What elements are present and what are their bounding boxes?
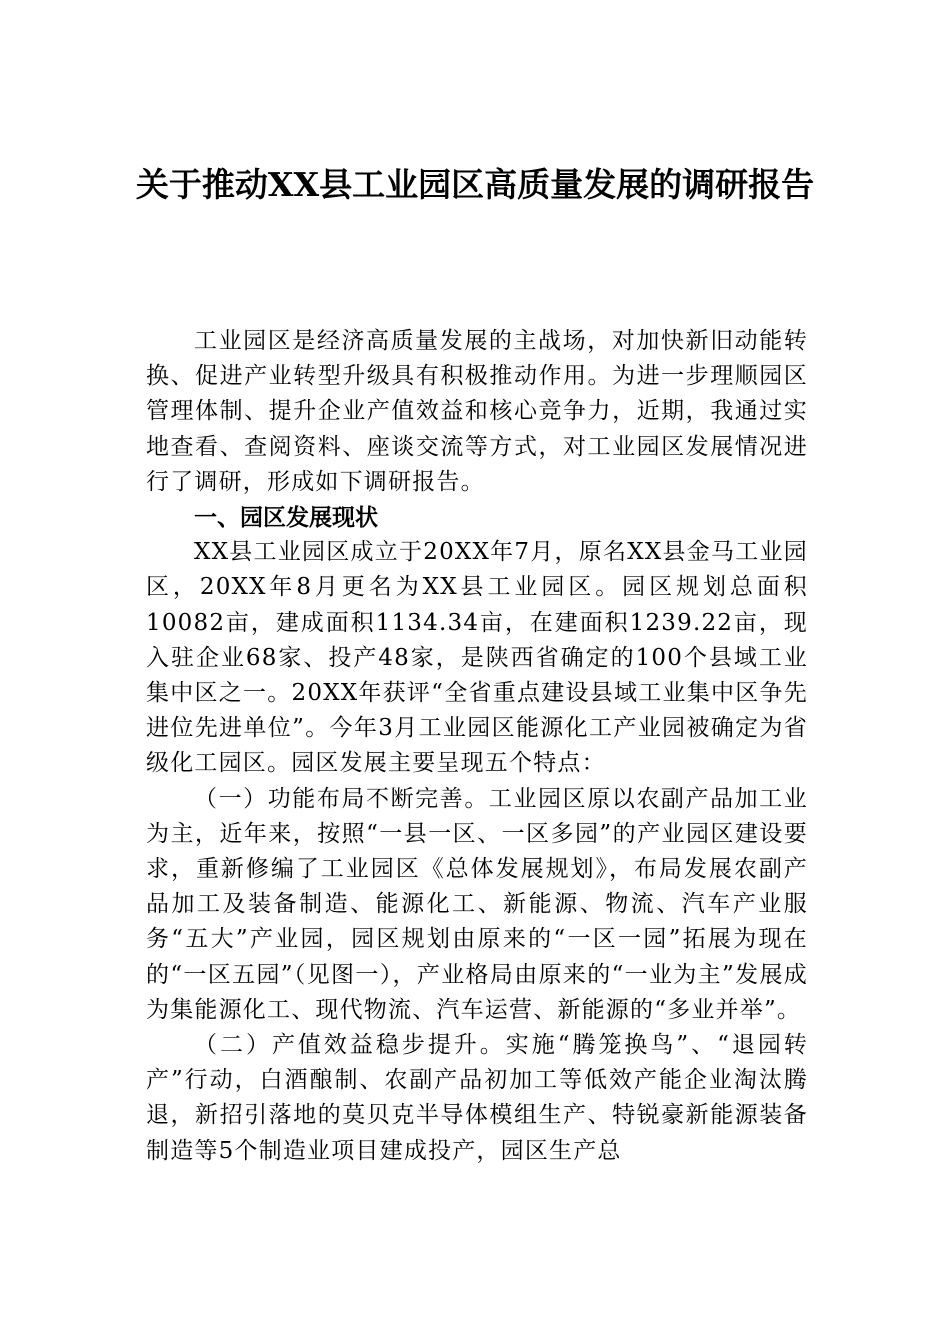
point-2-paragraph: [146, 1028, 808, 1169]
point-1-title: （一）功能布局不断完善。: [194, 785, 489, 812]
point-2-text: 实施“腾笼换鸟”、“退园转产”行动，白酒酿制、农副产品初加工等低效产能企业淘汰腾退，新招引落地的莫贝克半导体模组生产、特锐豪新能源装备制造等5个制造业项目建成投产，园区生产总: [146, 1032, 808, 1164]
document-body: [146, 324, 808, 1169]
point-2-title: （二）产值效益稳步提升。: [194, 1032, 506, 1059]
section-1-paragraph: XX县工业园区成立于20XX年7月，原名XX县金马工业园区，20XX年8月更名为XX县工业园区。园区规划总面积10082亩，建成面积1134.34亩，在建面积1239.22亩，现入驻企业68家、投产48家，是陕西省确定的100个县域工业集中区之一。20XX年获评“全省重点建设县域工业集中区争先进位先进单位”。今年3月工业园区能源化工产业园被确定为省级化工园区。园区发展主要呈现五个特点：: [146, 539, 808, 777]
document-title: 关于推动XX县工业园区高质量发展的调研报告: [135, 165, 815, 204]
point-1-text: 工业园区原以农副产品加工业为主，近年来，按照“一县一区、一区多园”的产业园区建设要求，重新修编了工业园区《总体发展规划》，布局发展农副产品加工及装备制造、能源化工、新能源、物流、汽车产业服务“五大”产业园，园区规划由原来的“一区一园”拓展为现在的“一区五园”（见图一），产业格局由原来的“一业为主”发展成为集能源化工、现代物流、汽车运营、新能源的“多业并举”。: [146, 785, 808, 1023]
point-1-paragraph: [146, 782, 808, 1028]
section-heading-1: 一、园区发展现状: [194, 504, 378, 532]
intro-paragraph: 工业园区是经济高质量发展的主战场，对加快新旧动能转换、促进产业转型升级具有积极推动作用。为进一步理顺园区管理体制、提升企业产值效益和核心竞争力，近期，我通过实地查看、查阅资料、座谈交流等方式，对工业园区发展情况进行了调研，形成如下调研报告。: [146, 328, 808, 495]
